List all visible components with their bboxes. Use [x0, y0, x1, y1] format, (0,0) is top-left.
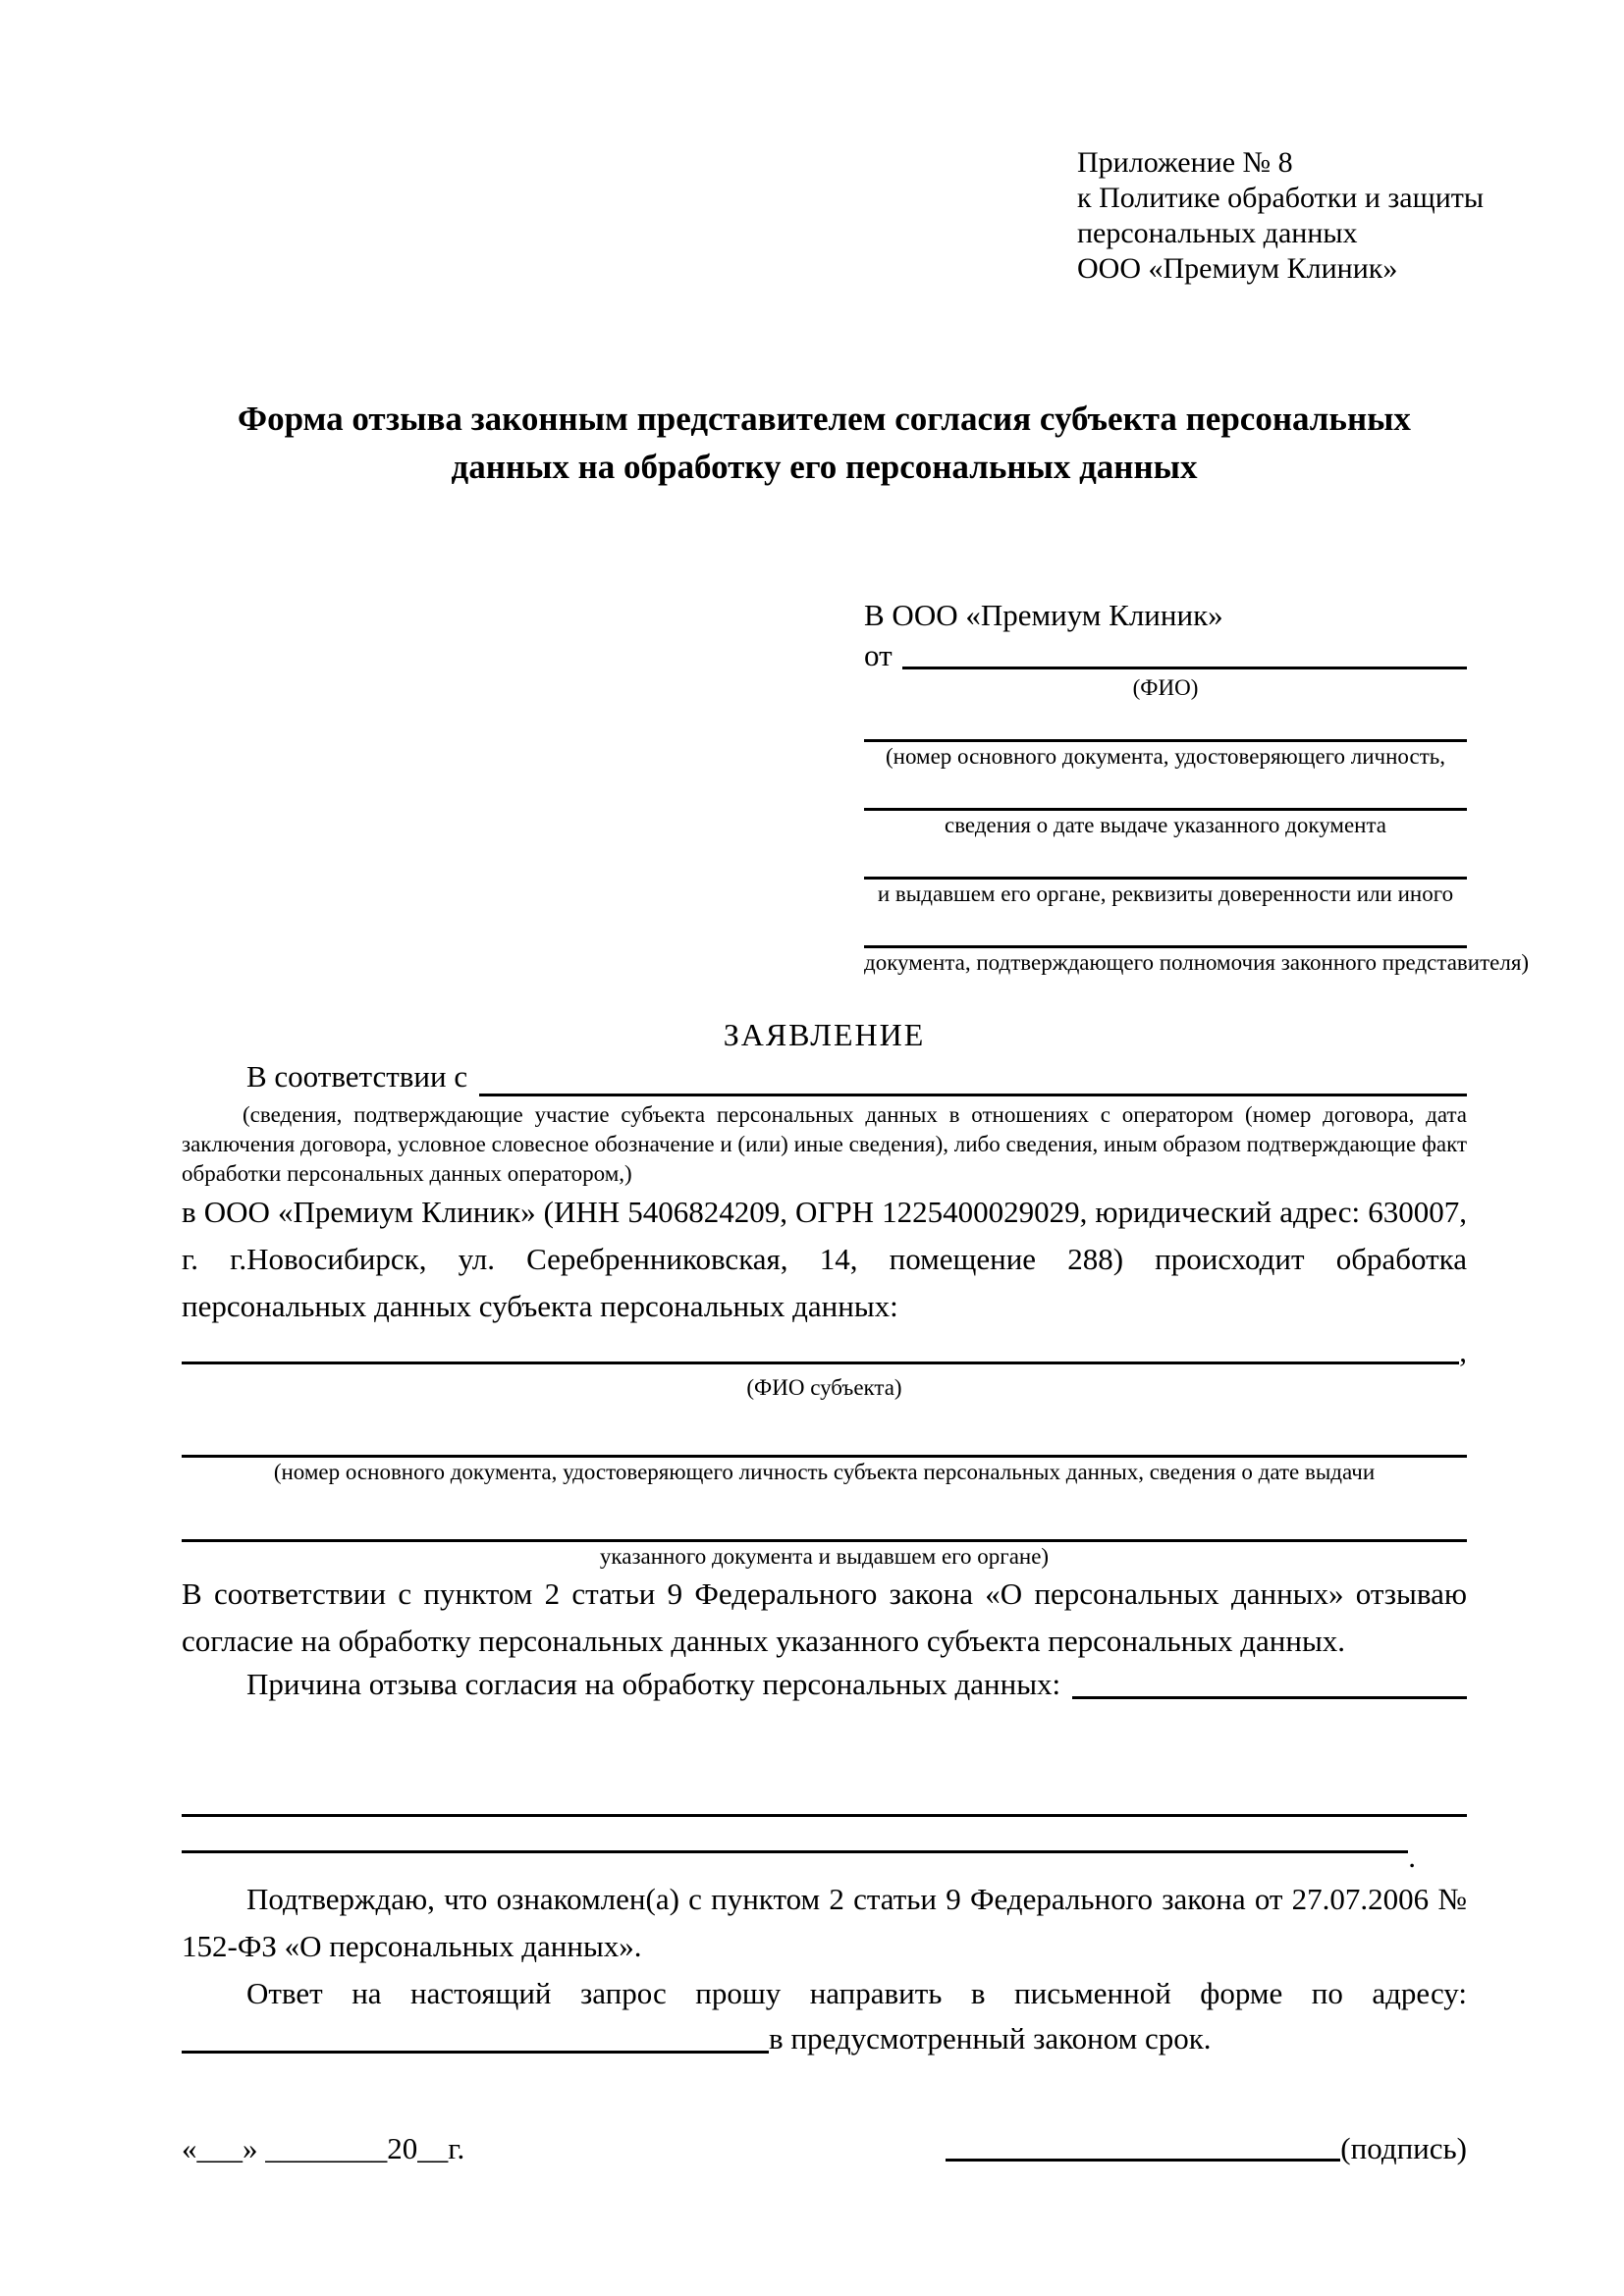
field-caption: документа, подтверждающего полномочия законного представителя) [864, 950, 1530, 975]
reply-paragraph-line-1: Ответ на настоящий запрос прошу направить в письменной форме по адресу: [246, 1976, 1467, 2010]
signature-caption: (подпись) [1340, 2131, 1467, 2165]
reason-extra-row [182, 1840, 1416, 1874]
subject-doc-caption: (номер основного документа, удостоверяющего личность субъекта персональных данных, сведения о дате выдачи [273, 1460, 1376, 1484]
field-caption: и выдавшем его органе, реквизиты доверенности или иного [877, 881, 1454, 906]
header-note-line: Приложение № 8 [1077, 146, 1293, 179]
header-note-line: ООО «Премиум Клиник» [1077, 252, 1398, 285]
blank-field-line [864, 702, 1467, 742]
signature-footer [182, 2127, 1467, 2170]
confirm-paragraph: Подтверждаю, что ознакомлен(а) с пунктом 2 статьи 9 Федерального закона от 27.07.2006 № 152-ФЗ «О персональных данных». [182, 1882, 1467, 1963]
subject-doc-line [182, 1502, 1467, 1542]
addressee-block [864, 595, 1530, 977]
reason-extra-line [182, 1777, 1467, 1817]
reason-extra-line [182, 1850, 1408, 1853]
date-field: «___» ________20__г. [182, 2131, 465, 2165]
subject-doc-line [182, 1417, 1467, 1458]
fio-caption: (ФИО) [1132, 675, 1199, 700]
subject-doc-caption: указанного документа и выдавшем его органе) [599, 1544, 1050, 1569]
field-caption: (номер основного документа, удостоверяющего личность, [885, 744, 1445, 769]
signature-group [946, 2127, 1467, 2170]
fio-blank-line [902, 667, 1467, 669]
blank-field-line [864, 771, 1467, 811]
subject-fio-line [182, 1362, 1459, 1364]
operator-paragraph: в ООО «Премиум Клиник» (ИНН 5406824209, ОГРН 1225400029029, юридический адрес: 630007, г. г.Новосибирск, ул. Серебренниковская, 14, помещение 288) происходит обработка персональных данных субъекта персональных данных: [182, 1195, 1467, 1323]
subject-fio-caption: (ФИО субъекта) [746, 1375, 902, 1400]
blank-field-line [864, 839, 1467, 880]
intro-field-row [182, 1057, 1467, 1100]
reason-label: Причина отзыва согласия на обработку персональных данных: [246, 1667, 1061, 1701]
header-note-line: персональных данных [1077, 217, 1358, 249]
header-note-line: к Политике обработки и защиты [1077, 182, 1485, 214]
reply-paragraph-line-2 [182, 2017, 1467, 2062]
from-field-row [864, 636, 1467, 673]
intro-blank-line [479, 1094, 1467, 1096]
reply-blank-line [182, 2051, 769, 2054]
signature-line [946, 2159, 1340, 2162]
statement-heading: ЗАЯВЛЕНИЕ [723, 1017, 926, 1052]
trailing-comma: , [1459, 1334, 1467, 1368]
from-label: от [864, 638, 893, 672]
header-note [1077, 145, 1485, 287]
reason-blank-line [1072, 1696, 1467, 1699]
intro-caption: (сведения, подтверждающие участие субъекта персональных данных в отношениях с оператором (номер договора, дата заключения договора, условное словесное обозначение и (или) иные сведения), либо сведения, иным образом подтверждающие факт обработки персональных данных оператором,) [182, 1102, 1467, 1186]
document-title: Форма отзыва законным представителем согласия субъекта персональных данных на обработку его персональных данных [238, 400, 1411, 486]
blank-field-line [864, 908, 1467, 948]
reason-field-row [182, 1665, 1467, 1708]
field-caption: сведения о дате выдаче указанного документа [944, 813, 1387, 837]
addressee-to: В ООО «Премиум Клиник» [864, 598, 1223, 632]
withdraw-paragraph: В соответствии с пунктом 2 статьи 9 Федерального закона «О персональных данных» отзываю согласие на обработку персональных данных указанного субъекта персональных данных. [182, 1576, 1467, 1658]
trailing-period: . [1408, 1840, 1416, 1874]
reply-suffix: в предусмотренный законом срок. [769, 2021, 1212, 2056]
intro-prefix: В соответствии с [246, 1059, 468, 1094]
subject-fio-row [182, 1330, 1467, 1373]
